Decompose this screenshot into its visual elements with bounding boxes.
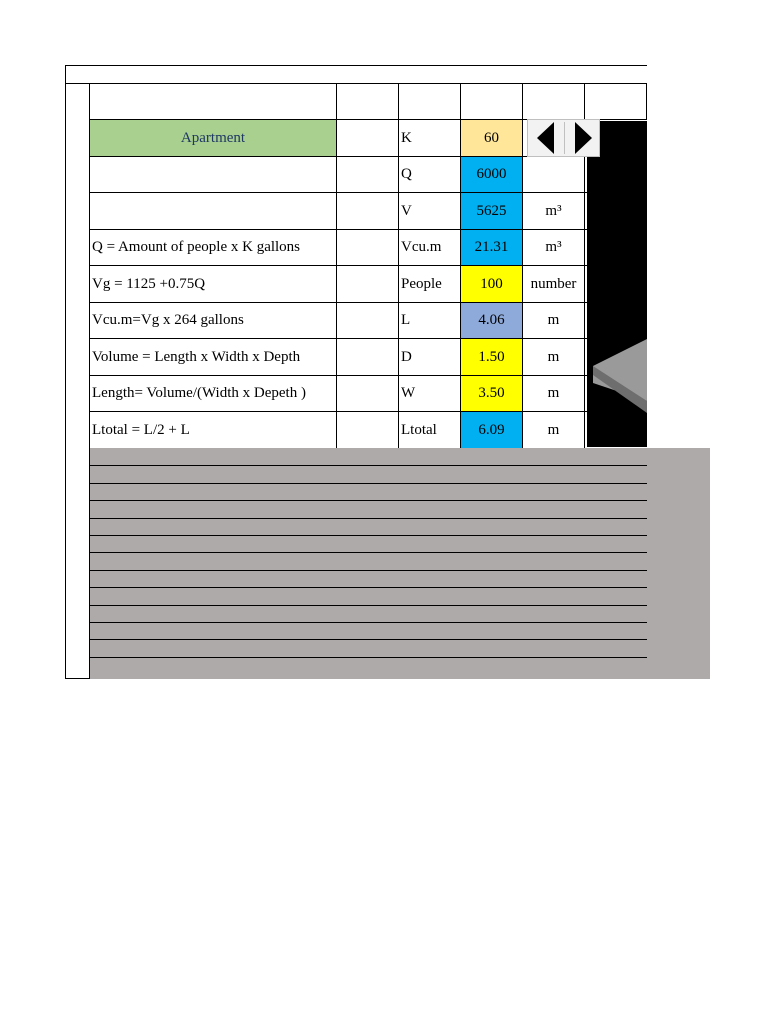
gray-row-line: [90, 552, 647, 553]
param-symbol: Q: [401, 166, 412, 182]
empty-cell: [90, 193, 336, 229]
tank-image-panel: [587, 121, 647, 447]
col-line: [336, 156, 337, 192]
param-symbol: L: [401, 312, 411, 328]
param-symbol: Vcu.m: [401, 239, 442, 255]
formula-cell: Ltotal = L/2 + L: [92, 421, 190, 438]
col-line: [336, 265, 337, 302]
gray-row-line: [90, 639, 647, 640]
col-line: [336, 192, 337, 229]
formula-cell: Vg = 1125 +0.75Q: [92, 275, 206, 292]
col-line: [398, 83, 399, 119]
gray-row-line: [90, 465, 647, 466]
param-unit: m³: [545, 239, 562, 255]
gray-row-line: [90, 622, 647, 623]
param-symbol: People: [401, 275, 442, 292]
param-unit: m³: [545, 202, 562, 219]
col-line: [584, 83, 585, 119]
gray-row-line: [90, 535, 647, 536]
left-border: [65, 65, 66, 679]
param-value[interactable]: 1.50: [461, 339, 522, 375]
col-line: [336, 119, 337, 156]
title-cell: Apartment: [90, 120, 336, 156]
triangle-right-icon: [573, 121, 593, 155]
gray-row-line: [90, 657, 647, 658]
col-line: [336, 411, 337, 448]
col-line: [584, 156, 585, 192]
col-line: [336, 83, 337, 119]
previous-button[interactable]: [528, 120, 564, 156]
col-line: [584, 265, 585, 302]
param-symbol: V: [401, 202, 412, 219]
col-line: [336, 229, 337, 265]
col-line: [336, 375, 337, 411]
top-border: [65, 65, 647, 66]
param-value[interactable]: 100: [461, 266, 522, 302]
param-unit: m: [547, 421, 560, 438]
col-line: [584, 411, 585, 448]
gray-row-line: [90, 587, 647, 588]
formula-cell: Volume = Length x Width x Depth: [92, 348, 301, 365]
triangle-left-icon: [536, 121, 556, 155]
col-line: [584, 375, 585, 411]
col-line: [584, 338, 585, 375]
param-value[interactable]: 3.50: [461, 376, 522, 411]
col-line: [584, 229, 585, 265]
param-unit: m: [547, 385, 560, 401]
row-1-top: [65, 83, 647, 84]
col-line: [460, 83, 461, 119]
param-value[interactable]: 60: [461, 120, 522, 156]
col-line: [646, 83, 647, 119]
param-symbol: D: [401, 348, 412, 365]
col-line: [336, 338, 337, 375]
param-symbol: K: [401, 129, 412, 146]
gray-row-line: [90, 500, 647, 501]
param-unit: m: [547, 348, 560, 365]
empty-cell: [90, 157, 336, 192]
param-value[interactable]: 6.09: [461, 412, 522, 448]
formula-cell: Q = Amount of people x K gallons: [92, 239, 301, 255]
param-symbol: Ltotal: [401, 421, 437, 438]
septic-tank-slab-graphic: [587, 121, 647, 447]
formula-cell: Length= Volume/(Width x Depeth ): [92, 385, 306, 401]
formula-cell: Vcu.m=Vg x 264 gallons: [92, 312, 244, 328]
col-line: [522, 83, 523, 119]
gray-row-line: [90, 570, 647, 571]
param-unit: [523, 157, 584, 192]
col-line: [336, 302, 337, 338]
param-unit: m: [547, 312, 560, 328]
gray-row-line: [90, 518, 647, 519]
gray-row-line: [90, 605, 647, 606]
col-line: [584, 192, 585, 229]
scroll-arrows-control[interactable]: [527, 119, 600, 157]
param-symbol: W: [401, 385, 416, 401]
param-value[interactable]: 6000: [461, 157, 522, 192]
param-value[interactable]: 21.31: [461, 230, 522, 265]
gray-row-line: [90, 483, 647, 484]
param-unit: number: [530, 275, 577, 292]
param-value[interactable]: 4.06: [461, 303, 522, 338]
col-line: [584, 302, 585, 338]
next-button[interactable]: [565, 120, 601, 156]
param-value[interactable]: 5625: [461, 193, 522, 229]
